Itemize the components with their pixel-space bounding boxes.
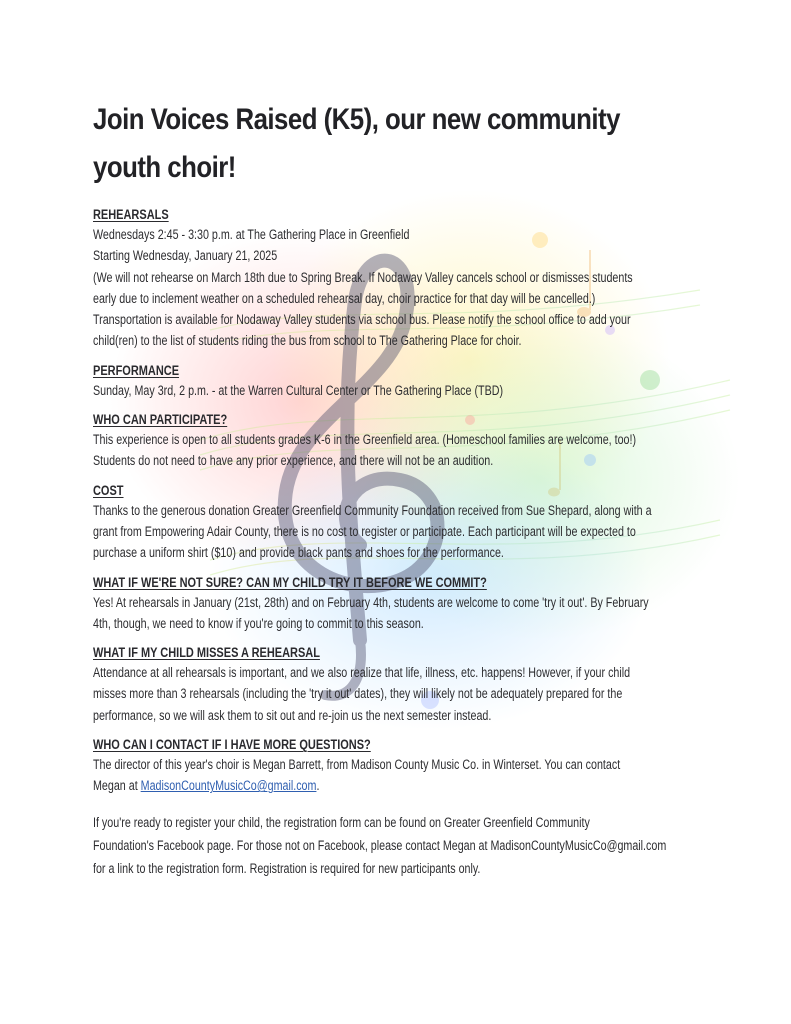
page-title-line-2: youth choir! xyxy=(93,151,236,184)
section-heading: PERFORMANCE xyxy=(93,362,180,378)
section-rehearsals xyxy=(93,206,713,352)
section-heading: WHO CAN PARTICIPATE? xyxy=(93,412,228,428)
text-line: Wednesdays 2:45 - 3:30 p.m. at The Gathering Place in Greenfield xyxy=(93,227,410,242)
text-line: If you're ready to register your child, the registration form can be found on Greater Greenfield Community xyxy=(93,814,590,830)
flyer-document xyxy=(93,96,713,880)
text-line: Thanks to the generous donation Greater Greenfield Community Foundation received from Sue Shepard, along with a xyxy=(93,502,652,518)
text-line: purchase a uniform shirt ($10) and provide black pants and shoes for the performance. xyxy=(93,545,504,561)
text-line: performance, so we will ask them to sit out and re-join us the next semester instead. xyxy=(93,707,492,723)
page-title xyxy=(93,96,712,192)
section-heading: COST xyxy=(93,482,124,498)
text-line: early due to inclement weather on a scheduled rehearsal day, choir practice for that day will be cancelled.) xyxy=(93,290,596,306)
text-line: This experience is open to all students grades K-6 in the Greenfield area. (Homeschool families are welcome, too!) xyxy=(93,432,637,448)
text-line: misses more than 3 rehearsals (including the 'try it out' dates), they will likely not be adequately prepared for the xyxy=(93,686,623,702)
text-line: Transportation is available for Nodaway Valley students via school bus. Please notify the school office to add your xyxy=(93,312,631,328)
text-line: Sunday, May 3rd, 2 p.m. - at the Warren Cultural Center or The Gathering Place (TBD) xyxy=(93,382,504,398)
text-fragment: . xyxy=(316,778,320,794)
section-heading: WHAT IF WE'RE NOT SURE? CAN MY CHILD TRY IT BEFORE WE COMMIT? xyxy=(93,574,487,590)
text-line: child(ren) to the list of students riding the bus from school to The Gathering Place for choir. xyxy=(93,333,522,349)
text-line: Yes! At rehearsals in January (21st, 28th) and on February 4th, students are welcome to come 'try it out'. By February xyxy=(93,594,649,610)
section-heading: WHAT IF MY CHILD MISSES A REHEARSAL xyxy=(93,645,320,661)
text-line: (We will not rehearse on March 18th due to Spring Break. If Nodaway Valley cancels school or dismisses students xyxy=(93,269,633,285)
text-line: Attendance at all rehearsals is important, and we also realize that life, illness, etc. happens! However, if your child xyxy=(93,665,631,681)
section-heading: WHO CAN I CONTACT IF I HAVE MORE QUESTIONS? xyxy=(93,737,371,753)
text-line: 4th, though, we need to know if you're going to commit to this season. xyxy=(93,615,424,631)
text-fragment: Megan at xyxy=(93,778,141,794)
section-performance xyxy=(93,362,713,401)
text-line: grant from Empowering Adair County, there is no cost to register or participate. Each participant will be expected to xyxy=(93,523,636,539)
text-line: Foundation's Facebook page. For those not on Facebook, please contact Megan at MadisonCountyMusicCo@gmail.com xyxy=(93,837,667,853)
section-try-before-commit xyxy=(93,574,713,635)
section-heading: REHEARSALS xyxy=(93,207,169,222)
section-contact xyxy=(93,736,713,797)
text-line: for a link to the registration form. Registration is required for new participants only. xyxy=(93,860,481,876)
text-line: Starting Wednesday, January 21, 2025 xyxy=(93,248,278,264)
section-cost xyxy=(93,482,713,564)
section-missed-rehearsal xyxy=(93,644,713,726)
text-line: The director of this year's choir is Megan Barrett, from Madison County Music Co. in Winterset. You can contact xyxy=(93,757,621,773)
text-line: Students do not need to have any prior experience, and there will not be an audition. xyxy=(93,453,494,469)
email-link[interactable]: MadisonCountyMusicCo@gmail.com xyxy=(140,778,317,794)
section-who-can-participate xyxy=(93,411,713,472)
contact-email-line xyxy=(93,775,709,796)
page-title-line-1: Join Voices Raised (K5), our new community xyxy=(93,103,620,136)
section-registration xyxy=(93,811,713,880)
